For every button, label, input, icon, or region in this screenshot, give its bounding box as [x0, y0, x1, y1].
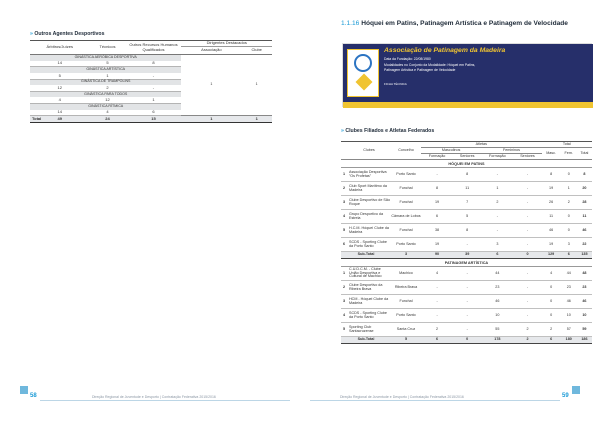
col-tecnicos: Técnicos — [89, 41, 125, 55]
value-total: 48 — [577, 267, 592, 281]
arbitros-value: 4 — [30, 97, 89, 103]
concelho-value: Porto Santo — [391, 238, 421, 252]
page-corner-mark — [572, 386, 580, 394]
value-total: 23 — [577, 281, 592, 295]
col-dirigentes: Dirigentes Destacados — [181, 41, 272, 47]
value-mf: 38 — [421, 224, 453, 238]
row-index: 6 — [341, 238, 347, 252]
value-f: 0 — [561, 224, 577, 238]
row-index: 2 — [341, 281, 347, 295]
value-fs: - — [513, 210, 541, 224]
row-index: 4 — [341, 309, 347, 323]
value-ff: - — [481, 224, 513, 238]
total-assoc: 1 — [181, 116, 241, 123]
association-banner — [342, 43, 592, 107]
value-ms: - — [453, 295, 481, 309]
clube-value: 1 — [241, 55, 272, 116]
col-clube: Clube — [241, 47, 272, 55]
concelho-value: Machico — [391, 267, 421, 281]
table-row — [341, 196, 592, 210]
col-masc: Masc. — [542, 148, 561, 160]
value-mf: 8 — [421, 182, 453, 196]
value-ms: 8 — [453, 224, 481, 238]
concelho-value: Porto Santo — [391, 309, 421, 323]
club-name: C.U.D.C.M. - Clube União Desportiva e Cultural de Machico — [347, 267, 391, 281]
subtotal-f: 6 — [561, 252, 577, 259]
value-total: 46 — [577, 224, 592, 238]
modalities-line-2: Patinagem Artística e Patinagem de Velocidade — [384, 68, 456, 72]
value-m: 11 — [542, 210, 561, 224]
table-row — [341, 323, 592, 337]
table-row — [341, 281, 592, 295]
row-index: 3 — [341, 295, 347, 309]
value-ff: - — [481, 210, 513, 224]
value-ff: 10 — [481, 309, 513, 323]
value-fs: - — [513, 182, 541, 196]
footer-rule — [40, 400, 290, 401]
modality-label: HÓQUEI EM PATINS — [341, 160, 592, 168]
value-f: 57 — [561, 323, 577, 337]
col-associacao: Associação — [181, 47, 241, 55]
modality-label: PATINAGEM ARTÍSTICA — [341, 259, 592, 267]
col-tot: Total — [577, 148, 592, 160]
value-m: 19 — [542, 182, 561, 196]
col-fem: Fem. — [561, 148, 577, 160]
col-total: Total — [542, 142, 592, 148]
value-fs: - — [513, 281, 541, 295]
subtotal-mf: 90 — [421, 252, 453, 259]
value-f: 10 — [561, 309, 577, 323]
value-ms: 5 — [453, 210, 481, 224]
value-ms: - — [453, 267, 481, 281]
ficha-tecnica: FICHA TÉCNICA — [384, 82, 407, 86]
subtotal-row — [341, 252, 592, 259]
value-fs: - — [513, 196, 541, 210]
discipline-label: GINÁSTICA PARA TODOS — [30, 91, 181, 97]
value-m: 26 — [542, 196, 561, 210]
value-ff: 2 — [481, 196, 513, 210]
tecnicos-value: 1 — [89, 73, 125, 79]
value-total: 8 — [577, 168, 592, 182]
row-index: 3 — [341, 196, 347, 210]
value-ms: - — [453, 281, 481, 295]
value-ff: - — [481, 168, 513, 182]
col-femininos: Femininos — [481, 148, 541, 154]
modalities-line: Modalidades no Conjunto da Modalidade: Hóquei em Patins, — [384, 63, 476, 67]
value-ff: 3 — [481, 238, 513, 252]
subtotal-mf: 6 — [421, 337, 453, 344]
value-f: 0 — [561, 168, 577, 182]
foundation-date: Data da Fundação: 22/08/1980 — [384, 57, 431, 61]
value-f: 44 — [561, 267, 577, 281]
outros-value: 1 — [125, 97, 181, 103]
row-index: 2 — [341, 182, 347, 196]
value-ff: 1 — [481, 182, 513, 196]
page-title: 1.1.16 Hóquei em Patins, Patinagem Artística e Patinagem de Velocidade — [341, 20, 568, 27]
col-seniores-f: Seniores — [513, 154, 541, 160]
club-name: Grupo Desportivo da Estrela — [347, 210, 391, 224]
value-ff: 55 — [481, 323, 513, 337]
tecnicos-value: 5 — [89, 61, 125, 67]
outros-value: - — [125, 85, 181, 91]
col-outros: Outros Recursos Humanos Qualificados — [125, 41, 181, 55]
total-label: Total — [32, 116, 42, 122]
club-name: Club Sport Marítimo da Madeira — [347, 182, 391, 196]
page-number: 58 — [30, 393, 37, 399]
section-heading-clubs: » Clubes Filiados e Atletas Federados — [341, 128, 435, 134]
club-name: SCDS - Sporting Clube da Porto Santo — [347, 309, 391, 323]
subtotal-label: Sub-Total — [341, 337, 391, 344]
tecnicos-value: 12 — [89, 97, 125, 103]
page-footer: Direção Regional de Juventude e Desporto | Contratação Federativa 2015/2016 — [92, 395, 216, 399]
total-row-cell — [30, 116, 89, 123]
value-mf: - — [421, 309, 453, 323]
value-m: 0 — [542, 281, 561, 295]
arbitros-value: 14 — [30, 61, 89, 67]
modality-row — [341, 259, 592, 267]
value-m: 0 — [542, 295, 561, 309]
value-ms: 8 — [453, 168, 481, 182]
subtotal-ff: 6 — [481, 252, 513, 259]
association-name: Associação de Patinagem da Madeira — [384, 47, 506, 54]
table-row — [341, 224, 592, 238]
discipline-label: GINÁSTICA DE TRAMPOLINS — [30, 79, 181, 85]
clubs-athletes-table — [341, 141, 592, 344]
subtotal-t: 186 — [577, 337, 592, 344]
subtotal-label: Sub-Total — [341, 252, 391, 259]
page-corner-mark — [20, 386, 28, 394]
club-name: Clube Desportivo da Ribeira Brava — [347, 281, 391, 295]
club-name: H.C.M. Hóquei Clube da Madeira — [347, 224, 391, 238]
row-index: 4 — [341, 210, 347, 224]
col-formacao-f: Formação — [481, 154, 513, 160]
subtotal-f: 180 — [561, 337, 577, 344]
concelho-value: Funchal — [391, 224, 421, 238]
subtotal-ms: 0 — [453, 337, 481, 344]
footer-rule — [310, 400, 560, 401]
table-row — [341, 182, 592, 196]
value-fs: 2 — [513, 323, 541, 337]
subtotal-m: 129 — [542, 252, 561, 259]
value-m: 19 — [542, 238, 561, 252]
value-fs: - — [513, 168, 541, 182]
banner-stripe — [343, 102, 593, 108]
concelho-value: Ribeira Brava — [391, 281, 421, 295]
subtotal-k: 5 — [391, 337, 421, 344]
value-f: 3 — [561, 238, 577, 252]
value-ms: - — [453, 309, 481, 323]
modality-row — [341, 160, 592, 168]
table-row — [341, 210, 592, 224]
other-agents-body — [30, 55, 272, 123]
total-arb: 49 — [57, 116, 62, 122]
value-mf: - — [421, 295, 453, 309]
club-name: Clube Desportivo de São Roque — [347, 196, 391, 210]
value-m: 0 — [542, 309, 561, 323]
subtotal-row — [341, 337, 592, 344]
total-row — [30, 116, 272, 123]
col-arbitros: Árbitros/Juízes — [30, 41, 89, 55]
value-total: 20 — [577, 182, 592, 196]
value-ms: - — [453, 238, 481, 252]
arbitros-value: 14 — [30, 110, 89, 116]
total-tec: 24 — [89, 116, 125, 123]
subtotal-fs: 0 — [513, 252, 541, 259]
value-m: 46 — [542, 224, 561, 238]
discipline-label: GINÁSTICA AERÓBICA DESPORTIVA — [30, 55, 181, 61]
subtotal-ms: 39 — [453, 252, 481, 259]
col-formacao-m: Formação — [421, 154, 453, 160]
table-row — [341, 238, 592, 252]
col-clubes: Clubes — [347, 142, 391, 160]
association-logo — [347, 49, 379, 97]
value-ms: 11 — [453, 182, 481, 196]
concelho-value: Santa Cruz — [391, 323, 421, 337]
col-masculinos: Masculinos — [421, 148, 481, 154]
value-m: 8 — [542, 168, 561, 182]
club-name: Associação Desportiva "Os Profetas" — [347, 168, 391, 182]
discipline-label: GINÁSTICA RÍTMICA — [30, 104, 181, 110]
value-ms: - — [453, 323, 481, 337]
subtotal-m: 6 — [542, 337, 561, 344]
value-m: 2 — [542, 323, 561, 337]
club-name: Sporting Club Santacruzense — [347, 323, 391, 337]
outros-value: 6 — [125, 110, 181, 116]
value-fs: - — [513, 309, 541, 323]
club-name: HCM - Hóquei Clube da Madeira — [347, 295, 391, 309]
col-seniores-m: Seniores — [453, 154, 481, 160]
table-row — [341, 309, 592, 323]
value-fs: - — [513, 267, 541, 281]
value-mf: 19 — [421, 238, 453, 252]
value-total: 10 — [577, 309, 592, 323]
club-name: SCDS - Sporting Clube da Porto Santo — [347, 238, 391, 252]
value-mf: 4 — [421, 267, 453, 281]
value-f: 23 — [561, 281, 577, 295]
value-f: 0 — [561, 210, 577, 224]
value-fs: - — [513, 295, 541, 309]
concelho-value: Porto Santo — [391, 168, 421, 182]
other-agents-table — [30, 40, 272, 123]
arbitros-value: 5 — [30, 73, 89, 79]
value-mf: - — [421, 168, 453, 182]
value-ff: 46 — [481, 295, 513, 309]
subtotal-t: 135 — [577, 252, 592, 259]
value-ms: 7 — [453, 196, 481, 210]
tecnicos-value: 2 — [89, 85, 125, 91]
col-concelho: Concelho — [391, 142, 421, 160]
row-index: 1 — [341, 267, 347, 281]
subtotal-k: 3 — [391, 252, 421, 259]
value-total: 59 — [577, 323, 592, 337]
table-row — [341, 168, 592, 182]
value-total: 11 — [577, 210, 592, 224]
value-ff: 23 — [481, 281, 513, 295]
value-fs: - — [513, 224, 541, 238]
col-atletas: Atletas — [421, 142, 542, 148]
value-total: 46 — [577, 295, 592, 309]
value-mf: 6 — [421, 210, 453, 224]
row-index: 5 — [341, 224, 347, 238]
associacao-value: 1 — [181, 55, 241, 116]
value-ff: 44 — [481, 267, 513, 281]
value-f: 2 — [561, 196, 577, 210]
subtotal-fs: 2 — [513, 337, 541, 344]
concelho-value: Câmara de Lobos — [391, 210, 421, 224]
total-out: 15 — [125, 116, 181, 123]
outros-value: - — [125, 73, 181, 79]
value-total: 22 — [577, 238, 592, 252]
section-heading-other-agents: » Outros Agentes Desportivos — [30, 31, 105, 37]
subtotal-ff: 178 — [481, 337, 513, 344]
value-mf: 2 — [421, 323, 453, 337]
tecnicos-value: 4 — [89, 110, 125, 116]
value-f: 1 — [561, 182, 577, 196]
value-total: 28 — [577, 196, 592, 210]
value-mf: 19 — [421, 196, 453, 210]
arbitros-value: 12 — [30, 85, 89, 91]
table-row — [341, 267, 592, 281]
value-mf: - — [421, 281, 453, 295]
right-page — [300, 0, 600, 424]
page-footer: Direção Regional de Juventude e Desporto | Contratação Federativa 2015/2016 — [340, 395, 464, 399]
row-index: 1 — [341, 168, 347, 182]
concelho-value: Funchal — [391, 196, 421, 210]
total-clube: 1 — [241, 116, 272, 123]
concelho-value: Funchal — [391, 295, 421, 309]
outros-value: 8 — [125, 61, 181, 67]
value-f: 46 — [561, 295, 577, 309]
concelho-value: Funchal — [391, 182, 421, 196]
value-fs: - — [513, 238, 541, 252]
table-row — [341, 295, 592, 309]
discipline-label: GINÁSTICA ARTÍSTICA — [30, 67, 181, 73]
row-index: 5 — [341, 323, 347, 337]
page-number: 59 — [562, 393, 569, 399]
value-m: 4 — [542, 267, 561, 281]
clubs-athletes-body — [341, 160, 592, 344]
